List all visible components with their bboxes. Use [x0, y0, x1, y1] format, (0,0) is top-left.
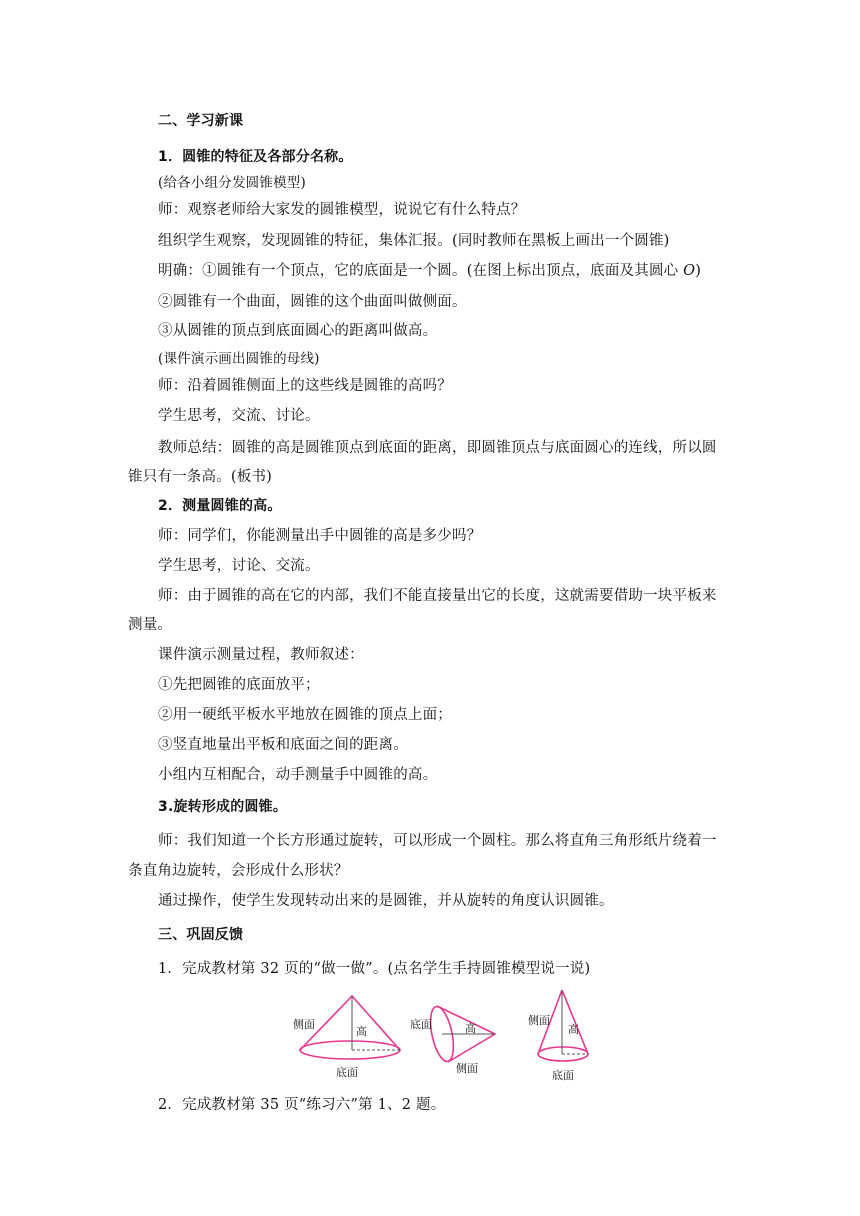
s2-teacher: 师：同学们，你能测量出手中圆锥的高是多少吗？	[158, 528, 482, 544]
s2-demo: 课件演示测量过程，教师叙述：	[158, 647, 364, 663]
cone-1-sides	[300, 996, 400, 1050]
s1-teacher: 师：观察老师给大家发的圆锥模型，说说它有什么特点？	[158, 202, 526, 218]
s1-organize: 组织学生观察，发现圆锥的特征，集体汇报。(同时教师在黑板上画出一个圆锥)	[158, 233, 670, 249]
cone-1-side-label: 侧面	[293, 1018, 315, 1031]
cone-figures-svg	[290, 990, 610, 1085]
s3-teacher-line-1: 师：我们知道一个长方形通过旋转，可以形成一个圆柱。那么将直角三角形纸片绕着一	[158, 833, 717, 849]
s1-students: 学生思考，交流、讨论。	[158, 408, 320, 424]
s1-point-3: ③从圆锥的顶点到底面圆心的距离叫做高。	[158, 323, 438, 339]
subsection-2-title: 2．测量圆锥的高。	[158, 498, 282, 514]
s2-explain-line-1: 师：由于圆锥的高在它的内部，我们不能直接量出它的长度，这就需要借助一块平板来	[158, 588, 717, 604]
s2-step-2: ②用一硬纸平板水平地放在圆锥的顶点上面；	[158, 707, 452, 723]
s3-operate: 通过操作，使学生发现转动出来的是圆锥，并从旋转的角度认识圆锥。	[158, 893, 614, 909]
s2-step-3: ③竖直地量出平板和底面之间的距离。	[158, 737, 408, 753]
subsection-3-title: 3.旋转形成的圆锥。	[158, 799, 288, 815]
cone-3-height-label: 高	[568, 1023, 579, 1036]
cone-2-base-label: 底面	[410, 1018, 432, 1031]
s2-explain-line-2: 测量。	[128, 617, 173, 633]
section-3-title: 三、巩固反馈	[158, 927, 244, 943]
s1-clarify-close: )	[695, 263, 702, 279]
s1-clarify-text: 明确：①圆锥有一个顶点，它的底面是一个圆。(在图上标出顶点，底面及其圆心	[158, 263, 684, 279]
s1-clarify	[158, 262, 701, 280]
s1-point-2: ②圆锥有一个曲面，圆锥的这个曲面叫做侧面。	[158, 294, 467, 310]
s3-teacher-line-2: 条直角边旋转，会形成什么形状？	[128, 863, 349, 879]
s1-summary-line-1: 教师总结：圆锥的高是圆锥顶点到底面的距离，即圆锥顶点与底面圆心的连线，所以圆	[158, 440, 717, 456]
s1-summary-line-2: 锥只有一条高。(板书)	[128, 469, 273, 485]
section-2-title: 二、学习新课	[158, 113, 244, 129]
cone-2-height-label: 高	[465, 1022, 476, 1035]
s2-step-1: ①先把圆锥的底面放平；	[158, 677, 320, 693]
subsection-1-title: 1．圆锥的特征及各部分名称。	[158, 149, 353, 165]
cone-1-base-label: 底面	[336, 1066, 358, 1079]
s1-note: (给各小组分发圆锥模型)	[158, 175, 306, 191]
cone-2-side-label: 侧面	[456, 1062, 478, 1075]
cone-2	[426, 1005, 495, 1064]
cone-figures	[290, 990, 610, 1085]
s2-group: 小组内互相配合，动手测量手中圆锥的高。	[158, 767, 438, 783]
cone-1	[300, 996, 400, 1059]
exercise-2: 2．完成教材第 35 页“练习六”第 1、2 题。	[158, 1097, 446, 1113]
exercise-1: 1．完成教材第 32 页的“做一做”。(点名学生手持圆锥模型说一说)	[158, 961, 591, 977]
s1-demo: (课件演示画出圆锥的母线)	[158, 351, 320, 367]
cone-3-side-label: 侧面	[528, 1014, 550, 1027]
center-o-label: O	[683, 263, 696, 279]
cone-1-height-label: 高	[356, 1025, 367, 1038]
s2-students: 学生思考，讨论、交流。	[158, 558, 320, 574]
cone-3-base-label: 底面	[552, 1069, 574, 1082]
s1-question: 师：沿着圆锥侧面上的这些线是圆锥的高吗？	[158, 378, 452, 394]
